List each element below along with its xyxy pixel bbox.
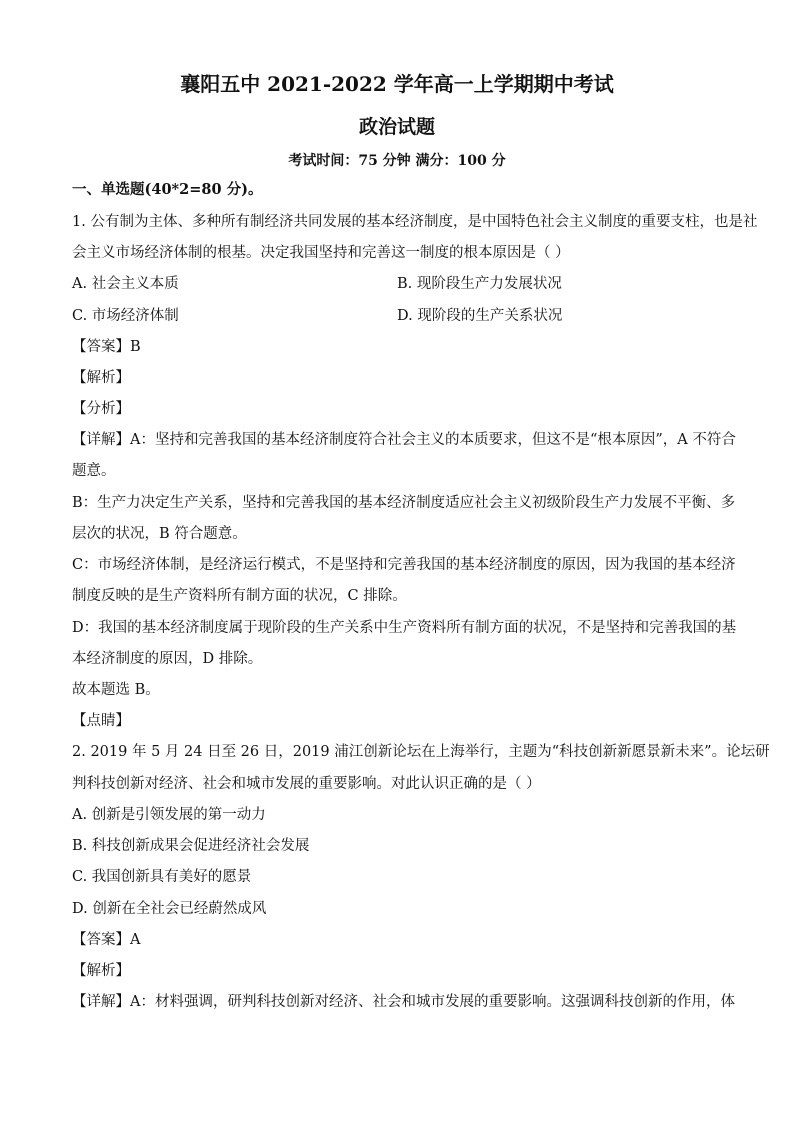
q1-detail-line-6: 制度反映的是生产资料所有制方面的状况，C 排除。: [72, 588, 407, 604]
q2-stem-line-1: 2. 2019 年 5 月 24 日至 26 日，2019 浦江创新论坛在上海举行，主题为“科技创新新愿景新未来”。论坛研: [72, 744, 770, 760]
q2-option-b: B. 科技创新成果会促进经济社会发展: [72, 838, 310, 854]
q2-option-d: D. 创新在全社会已经蔚然成风: [72, 901, 267, 917]
q1-option-b: B. 现阶段生产力发展状况: [397, 276, 562, 292]
q1-answer: 【答案】B: [72, 339, 141, 355]
q1-detail-line-2: 题意。: [72, 463, 116, 479]
q2-detail-line-1: 【详解】A：材料强调，研判科技创新对经济、社会和城市发展的重要影响。这强调科技创新的作用，体: [72, 994, 735, 1010]
q1-dianjing-label: 【点睛】: [72, 713, 130, 729]
subject-title: 政治试题: [358, 116, 435, 138]
section-heading: 一、单选题(40*2=80 分)。: [72, 181, 263, 198]
q2-answer: 【答案】A: [72, 932, 141, 948]
q1-option-d: D. 现阶段的生产关系状况: [397, 308, 563, 324]
q1-stem-line-1: 1. 公有制为主体、多种所有制经济共同发展的基本经济制度，是中国特色社会主义制度的重要支柱，也是社: [72, 214, 758, 230]
q2-stem-line-2: 判科技创新对经济、社会和城市发展的重要影响。对此认识正确的是（ ）: [72, 776, 541, 792]
q1-analysis-label: 【解析】: [72, 370, 130, 386]
q1-stem-line-2: 会主义市场经济体制的根基。决定我国坚持和完善这一制度的根本原因是（ ）: [72, 245, 570, 261]
q1-fenxi-label: 【分析】: [72, 401, 130, 417]
q1-detail-line-5: C：市场经济体制，是经济运行模式，不是坚持和完善我国的基本经济制度的原因，因为我国的基本经济: [72, 557, 736, 573]
q1-detail-line-7: D：我国的基本经济制度属于现阶段的生产关系中生产资料所有制方面的状况，不是坚持和完善我国的基: [72, 620, 737, 636]
q1-conclusion: 故本题选 B。: [72, 682, 160, 698]
q1-detail-line-1: 【详解】A：坚持和完善我国的基本经济制度符合社会主义的本质要求，但这不是“根本原因”，A 不符合: [72, 432, 736, 448]
q2-analysis-label: 【解析】: [72, 963, 130, 979]
exam-info: 考试时间：75 分钟 满分：100 分: [288, 153, 506, 169]
q1-detail-line-3: B：生产力决定生产关系，坚持和完善我国的基本经济制度适应社会主义初级阶段生产力发展不平衡、多: [72, 495, 736, 511]
exam-title: 襄阳五中 2021-2022 学年高一上学期期中考试: [180, 72, 614, 96]
q2-option-c: C. 我国创新具有美好的愿景: [72, 869, 252, 885]
q2-option-a: A. 创新是引领发展的第一动力: [72, 807, 266, 823]
q1-option-a: A. 社会主义本质: [72, 276, 179, 292]
q1-option-c: C. 市场经济体制: [72, 308, 179, 324]
q1-detail-line-8: 本经济制度的原因，D 排除。: [72, 651, 263, 667]
q1-detail-line-4: 层次的状况，B 符合题意。: [72, 526, 247, 542]
